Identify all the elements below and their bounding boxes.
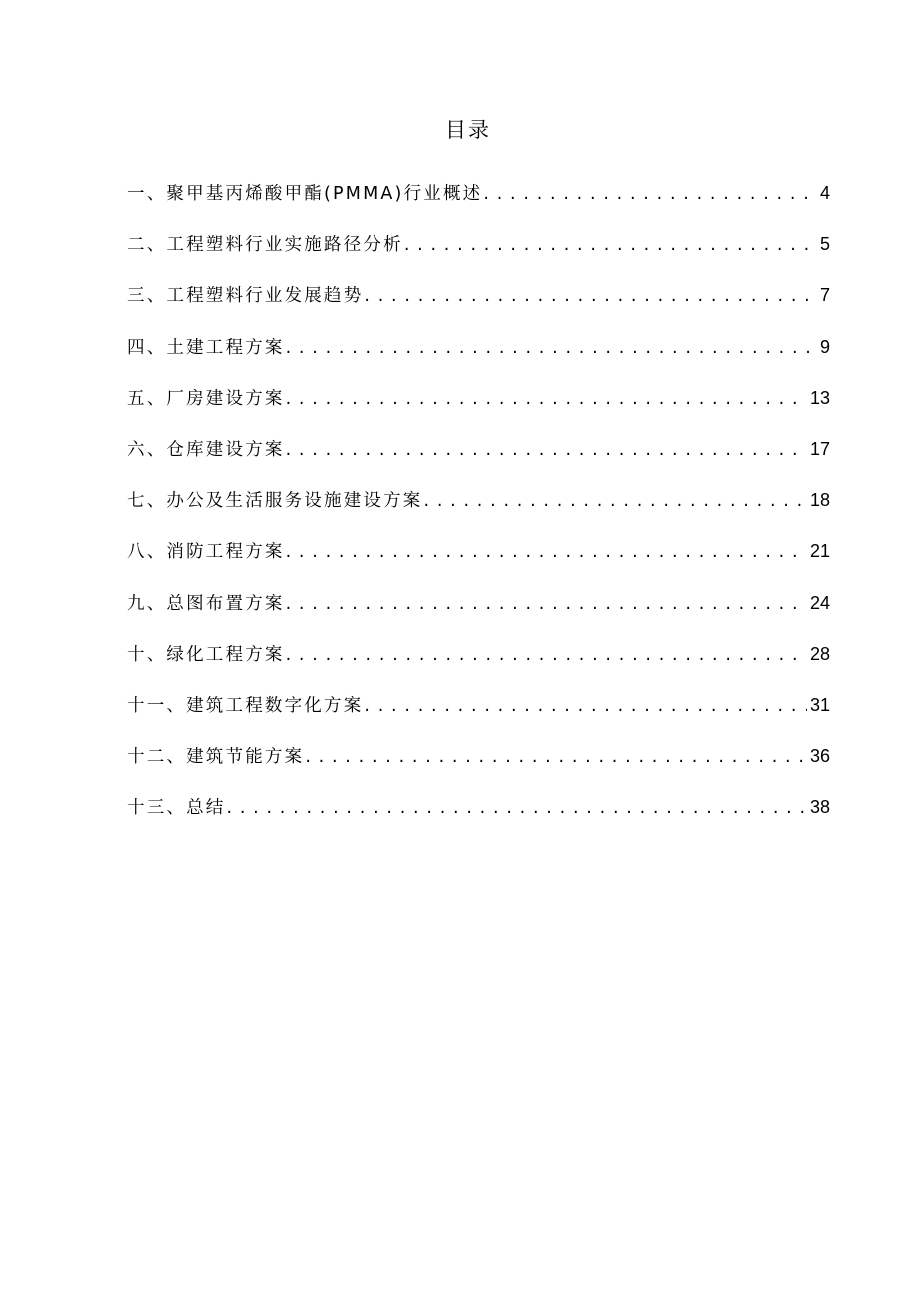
toc-entry-label: 二、工程塑料行业实施路径分析 bbox=[127, 235, 403, 256]
dot-leader bbox=[227, 793, 807, 823]
toc-entry-page: 13 bbox=[809, 387, 830, 408]
dot-leader bbox=[286, 640, 807, 670]
toc-entry[interactable] bbox=[127, 332, 830, 383]
toc-entry-label: 七、办公及生活服务设施建设方案 bbox=[127, 491, 423, 512]
toc-entry-label: 九、总图布置方案 bbox=[127, 593, 285, 614]
dot-leader bbox=[286, 384, 807, 414]
toc-entry-page: 24 bbox=[809, 592, 830, 613]
toc-entry-label: 十二、建筑节能方案 bbox=[127, 747, 305, 768]
toc-entry[interactable] bbox=[127, 536, 830, 587]
toc-entry-page: 4 bbox=[819, 183, 830, 203]
toc-entry[interactable] bbox=[127, 229, 830, 280]
toc-entry-page: 28 bbox=[809, 643, 830, 664]
toc-entry-label: 三、工程塑料行业发展趋势 bbox=[127, 286, 364, 307]
toc-entry-label: 四、土建工程方案 bbox=[127, 337, 285, 358]
toc-entry-page: 9 bbox=[819, 336, 830, 357]
toc-entry[interactable] bbox=[127, 280, 830, 331]
toc-entry[interactable] bbox=[127, 639, 830, 690]
toc-entry[interactable] bbox=[127, 178, 830, 229]
toc-entry-page: 21 bbox=[809, 541, 830, 562]
toc-entry[interactable] bbox=[127, 434, 830, 485]
toc-entry[interactable] bbox=[127, 690, 830, 741]
dot-leader bbox=[286, 589, 807, 619]
dot-leader bbox=[483, 179, 817, 209]
toc-entry[interactable] bbox=[127, 485, 830, 536]
dot-leader bbox=[424, 486, 807, 516]
toc-entry[interactable] bbox=[127, 741, 830, 792]
dot-leader bbox=[364, 281, 817, 311]
dot-leader bbox=[364, 691, 807, 721]
toc-list bbox=[127, 178, 830, 843]
toc-entry-page: 17 bbox=[809, 438, 830, 459]
toc-entry-label: 十一、建筑工程数字化方案 bbox=[127, 695, 364, 716]
toc-entry[interactable] bbox=[127, 792, 830, 843]
dot-leader bbox=[286, 333, 817, 363]
toc-entry-page: 7 bbox=[819, 285, 830, 306]
toc-title: 目录 bbox=[445, 118, 491, 142]
toc-entry-page: 31 bbox=[809, 694, 830, 715]
dot-leader bbox=[286, 537, 807, 567]
dot-leader bbox=[286, 435, 807, 465]
dot-leader bbox=[404, 230, 817, 260]
toc-entry-label: 八、消防工程方案 bbox=[127, 542, 285, 563]
toc-entry-label: 五、厂房建设方案 bbox=[127, 388, 285, 409]
toc-entry-label: 十、绿化工程方案 bbox=[127, 644, 285, 665]
toc-entry-page: 38 bbox=[809, 797, 830, 818]
toc-entry-label: 十三、总结 bbox=[127, 798, 226, 819]
toc-entry-label: 一、聚甲基丙烯酸甲酯(PMMA)行业概述 bbox=[127, 184, 483, 204]
dot-leader bbox=[305, 742, 807, 772]
toc-entry[interactable] bbox=[127, 383, 830, 434]
toc-entry-page: 5 bbox=[819, 234, 830, 255]
toc-entry-page: 18 bbox=[809, 490, 830, 511]
toc-entry-label: 六、仓库建设方案 bbox=[127, 439, 285, 460]
toc-entry[interactable] bbox=[127, 588, 830, 639]
toc-entry-page: 36 bbox=[809, 746, 830, 767]
